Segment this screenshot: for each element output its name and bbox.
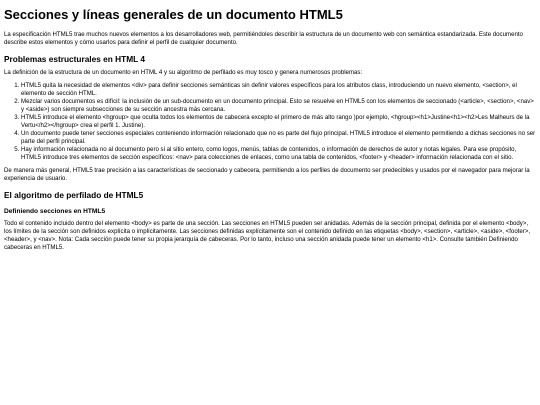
section-paragraph: Todo el contenido incluido dentro del elemento <body> es parte de una sección. Las secciones en HTML5 pueden ser anidadas. Además de la sección principal, definida por el elemento <body>, los límites de la sección son definidos explícita o implícitamente. Las secciones definidas explícitamente son el contenido definido en las etiquetas <body>, <section>, <article>, <aside>, <footer>, <header>, y <nav>. Nota: Cada sección puede tener su propia jerarquía de cabeceras. Por lo tanto, incluso una sección anidada puede tener un elemento <h1>. Consulte también Definiendo cabeceras en HTML5. — [4, 220, 531, 251]
section-paragraph: La definición de la estructura de un documento en HTML 4 y su algoritmo de perfilado es muy tosco y genera numerosos problemas: — [4, 69, 363, 76]
section-heading-structural-problems: Problemas estructurales en HTML 4 — [4, 54, 145, 64]
list-item: 3. HTML5 introduce el elemento <hgroup> que oculta todos los elementos de cabecera excepto el primero de más alto rango )por ejemplo, <hgroup><h1>Justine<h1><h2>Les Malheurs de la Vertu</h2></hgroup> crea el perfil 1. Justine). — [21, 114, 536, 130]
subsection-heading-defining-sections: Definiendo secciones en HTML5 — [4, 208, 106, 215]
intro-paragraph: La especificación HTML5 trae muchos nuevos elementos a los desarrolladores web, permitiéndoles describir la estructura de un documento web con semántica estandarizada. Este documento describe estos elementos y cómo usarlos para definir el perfil de cualquier documento. — [4, 31, 523, 46]
list-item: 1. HTML5 quita la necesidad de elementos <div> para definir secciones semánticas sin definir valores específicos para los atributos class, introduciendo un nuevo elemento, <section>, el elemento de sección HTML. — [21, 82, 536, 98]
list-item: 4. Un documento puede tener secciones especiales conteniendo información relacionado que no es parte del flujo principal. HTML5 introduce el elemento permitiendo a dichas secciones no ser parte del perfil principal. — [21, 130, 536, 146]
page-title: Secciones y líneas generales de un documento HTML5 — [4, 7, 343, 22]
section-heading-outline-algorithm: El algoritmo de perfilado de HTML5 — [4, 190, 144, 200]
closing-paragraph: De manera más general, HTML5 trae precisión a las características de seccionado y cabecera, permitiendo a los perfiles de documento ser predecibles y usados por el navegador para mejorar la experiencia de usuario. — [4, 167, 530, 182]
list-item: 2. Mezclar varios documentos es difícil: la inclusión de un sub-documento en un documento principal. Esto se resuelve en HTML5 con los elementos de seccionado (<article>, <section>, <nav> y <aside>) son siempre subsecciones de su sección ancestra más cercana. — [21, 98, 536, 114]
problems-list — [4, 82, 536, 162]
list-item: 5. Hay información relacionada no al documento pero si al sitio entero, como logos, menús, tablas de contenidos, o información de derechos de autor y notas legales. Para ese propósito, HTML5 introduce tres elementos de sección específicos: <nav> para colecciones de enlaces, como una tabla de contenidos, <footer> y <header> información relacionada con el sitio. — [21, 146, 536, 162]
